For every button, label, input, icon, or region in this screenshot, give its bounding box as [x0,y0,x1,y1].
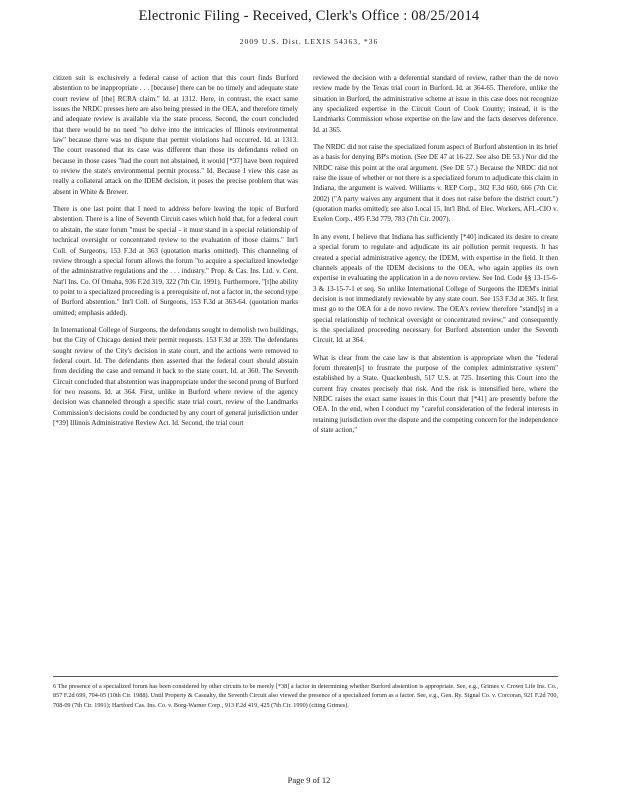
paragraph: citizen suit is exclusively a federal cause of action that this court finds Burford abstention to be inappropriate . . . [because] there can be no timely and adequate state court review of [the] RCRA claim." Id. at 1312. Here, in contrast, the exact same issues the NRDC presses here are also being pressed in the OEA, and therefore timely and adequate review is available via the state process. Second, the court concluded that there would be no need "to delve into the intricacies of Illinois environmental law" because there was no dispute that permit violations had occurred. Id. at 1313. The court reasoned that its case was different than those its defendants relied on because in those cases "had the court not abstained, it would [*37] have been required to review the state's environmental permit process." Id. Because I view this case as really a collateral attack on the IDEM decision, it poses the precise problem that was absent in White & Brewer. [53,74,298,196]
footnote-divider [53,676,558,677]
page-header-title: Electronic Filing - Received, Clerk's Office : 08/25/2014 [138,8,480,24]
paragraph: In any event, I believe that Indiana has sufficiently [*40] indicated its desire to create a special forum to regulate and adjudicate its air pollution permit requests. It has created a special administrative agency, the IDEM, with expertise in the field. It then channels appeals of the IDEM decisions to the OEA, who again applies its own expertise in evaluating the application in a de novo review. See Ind. Code §§ 13-15-6-3 & 13-15-7-1 et seq. So unlike International College of Surgeons the IDEM's initial decision is not immediately reviewable by any state court. See 153 F.3d at 365. It first must go to the OEA for a de novo review. The OEA's review therefore "stand[s] in a special relationship of technical oversight or concentrated review," and consequently is the specialized proceeding necessary for Burford abstention under the Seventh Circuit. Id. at 364. [313,232,558,345]
paragraph: The NRDC did not raise the specialized forum aspect of Burford abstention in its brief as a basis for denying BP's motion. (See DE 47 at 16-22. See also DE 53.) Nor did the NRDC raise this point at the oral argument. (See DE 57.) Because the NRDC did not raise the issue of whether or not there is a specialized forum to adjudicate this claim in Indiana, the argument is waived. Williams v. REP Corp., 302 F.3d 660, 666 (7th Cir. 2002) ("A party waives any argument that it does not raise before the district court.") (quotation marks omitted); see also Local 15, Int'l Bhd. of Elec. Workers, AFL-CIO v. Exelon Corp., 495 F.3d 779, 783 (7th Cir. 2007). [313,143,558,224]
paragraph: What is clear from the case law is that abstention is appropriate when the "federal forum threaten[s] to frustrate the purpose of the complex administrative system" established by a State. Quackenbush, 517 U.S. at 725. Inserting this Court into the current fray creates precisely that risk. And the risk is intensified here, where the NRDC raises the exact same issues in this Court that [*41] are presently before the OEA. In the end, when I conduct my "careful consideration of the federal interests in retaining jurisdiction over the dispute and the competing concern for the independence of state action," [313,353,558,434]
paragraph: reviewed the decision with a deferential standard of review, rather than the de novo review made by the Texas trial court in Burford. Id. at 364-65. Therefore, unlike the situation in Burford, the administrative scheme at issue in this case does not recognize any specialized expertise in the Circuit Court of Cook County; instead, it is the Landmarks Commission whose expertise on the law and the facts deserves deference. Id. at 365. [313,74,558,134]
page-number: Page 9 of 12 [287,775,331,785]
left-column [53,73,298,435]
paragraph: There is one last point that I need to address before leaving the topic of Burford abstention. There is a line of Seventh Circuit cases which hold that, for a federal court to abstain, the state forum "must be special - it must stand in a special relationship of technical oversight or concentrated review to the evaluation of those claims." Int'l Coll. of Surgeons, 153 F.3d at 363 (quotation marks omitted). This channeling of review through a special forum allows the forum "to acquire a specialized knowledge of the administrative regulations and the . . . industry." Prop. & Cas. Ins. Ltd. v. Cent. Nat'l Ins. Co. Of Omaha, 936 F.2d 319, 322 (7th Cir. 1991). Furthermore, "[t]he ability to point to a specialized proceeding is a prerequisite of, not a factor in, the second type of Burford abstention." Int'l Coll. of Surgeons, 153 F.3d at 363-64. (quotation marks omitted; emphasis added). [53,205,298,317]
paragraph: In International College of Surgeons, the defendants sought to demolish two buildings, but the City of Chicago denied their permit requests. 153 F.3d at 359. The defendants sought review of the City's decision in state court, and the actions were removed to federal court. Id. The defendants then asserted that the federal court should abstain from deciding the case and remand it back to the state court. Id. at 360. The Seventh Circuit concluded that abstention was inappropriate under the second prong of Burford for two reasons. Id. at 364. First, unlike in Burford where review of the agency decision was channeled through a specific state trial court, review of the Landmarks Commission's decisions could be conducted by any court of general jurisdiction under [*39] Illinois Administrative Review Act. Id. Second, the trial court [53,325,298,427]
footnote: 6 The presence of a specialized forum has been considered by other circuits to be merely [*38] a factor in determining whether Burford abstention is appropriate. See, e.g., Grimes v. Crown Life Ins. Co., 857 F.2d 699, 704-05 (10th Cir. 1988). Until Property & Casualty, the Seventh Circuit also viewed the presence of a specialized forum as a factor. See, e.g., Gen. Ry. Signal Co. v. Corcoran, 921 F.2d 700, 708-09 (7th Cir. 1991); Hartford Cas. Ins. Co. v. Borg-Warner Corp., 913 F.2d 419, 425 (7th Cir. 1990) (citing Grimes). [53,683,558,709]
right-column [313,73,558,442]
case-citation: 2009 U.S. Dist. LEXIS 54363, *36 [239,37,379,46]
